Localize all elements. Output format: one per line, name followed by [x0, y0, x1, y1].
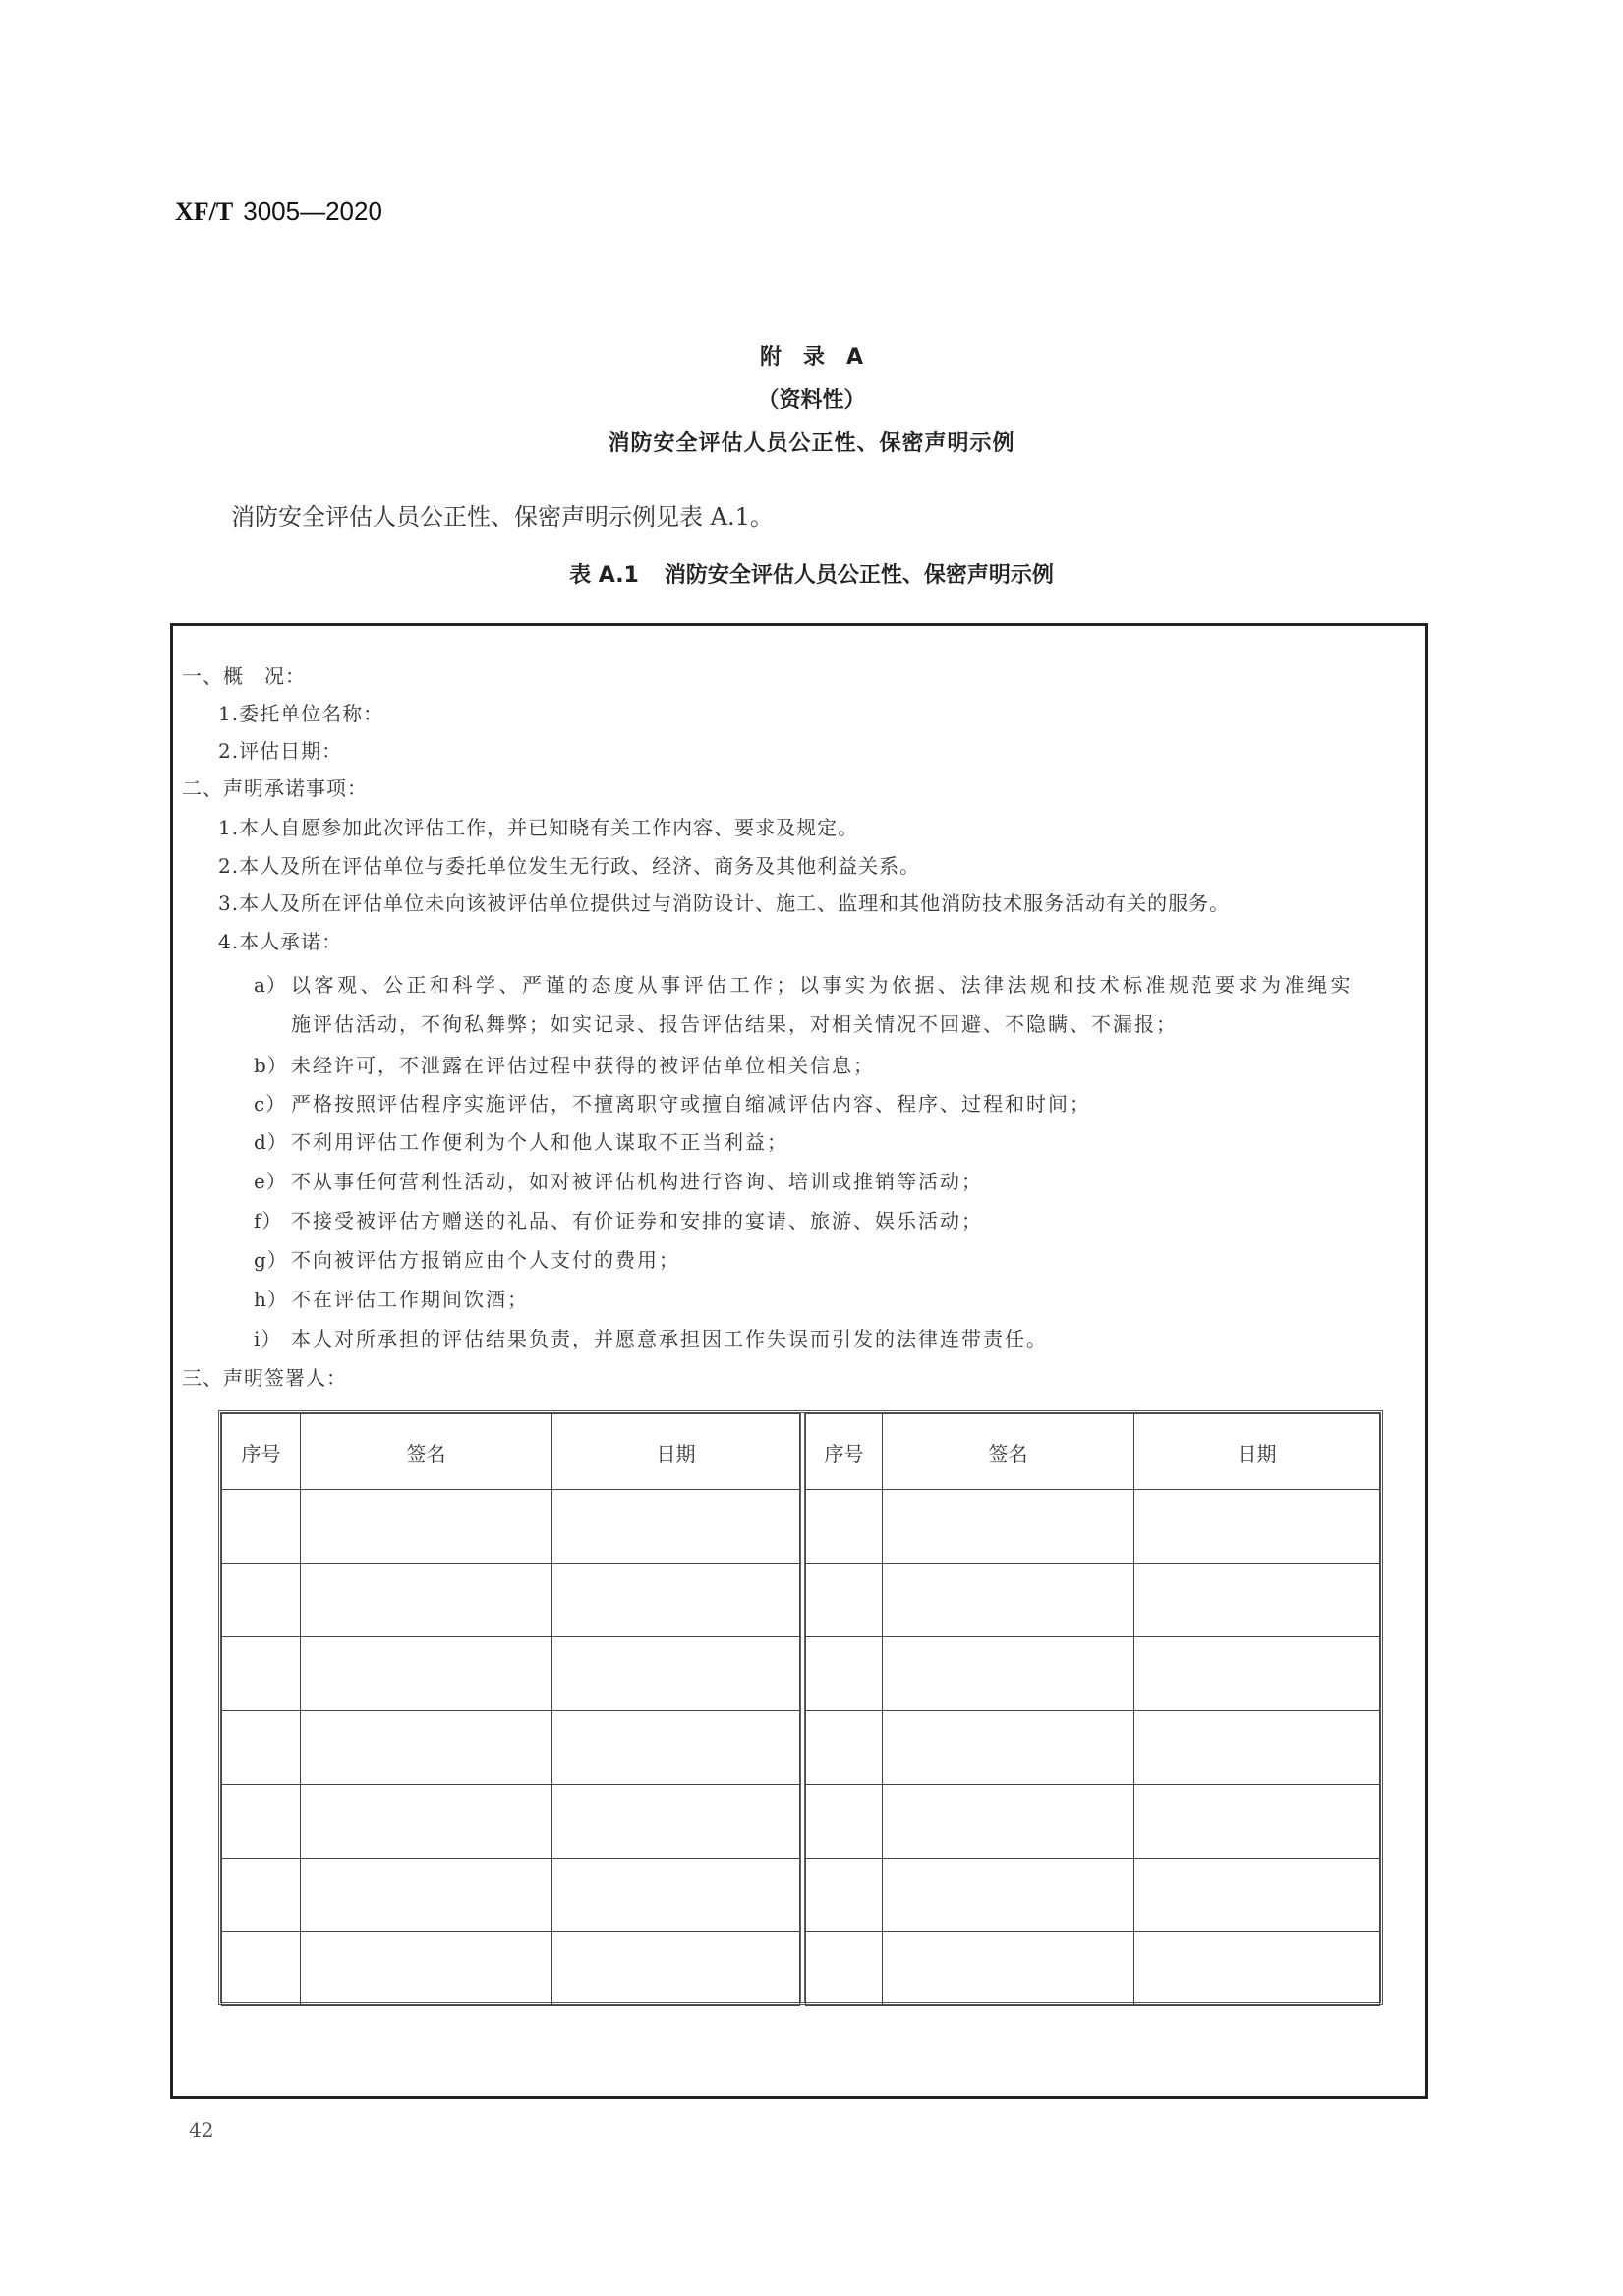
signature-cell[interactable]: [883, 1490, 1134, 1564]
appendix-nature: （资料性）: [757, 388, 866, 413]
signature-header-row: [806, 1414, 1380, 1490]
commitment-text-c: 严格按照评估程序实施评估，不擅离职守或擅自缩减评估内容、程序、过程和时间；: [291, 1092, 1091, 1116]
commitment-label-h: h）: [254, 1288, 288, 1311]
commitment-text-g: 不向被评估方报销应由个人支付的费用；: [291, 1248, 680, 1272]
signature-row: [806, 1711, 1380, 1785]
date-cell[interactable]: [1134, 1711, 1380, 1785]
date-cell[interactable]: [1134, 1564, 1380, 1637]
table-caption: [0, 558, 1623, 589]
signature-row: [806, 1564, 1380, 1637]
date-cell[interactable]: [552, 1564, 800, 1637]
signature-row: [806, 1490, 1380, 1564]
serial-cell[interactable]: [806, 1932, 883, 2006]
date-cell[interactable]: [1134, 1490, 1380, 1564]
serial-cell[interactable]: [222, 1711, 301, 1785]
section1-heading: 一、概 况：: [182, 664, 306, 688]
signature-header: 签名: [883, 1414, 1134, 1490]
signature-row: [222, 1637, 800, 1711]
commitment-label-g: g）: [254, 1248, 288, 1272]
table-caption-title: 消防安全评估人员公正性、保密声明示例: [664, 563, 1054, 588]
signature-cell[interactable]: [883, 1932, 1134, 2006]
table-caption-number: 表 A.1: [569, 563, 639, 588]
commitment-label-d: d）: [254, 1130, 288, 1154]
signature-cell[interactable]: [301, 1785, 552, 1859]
signature-cell[interactable]: [301, 1637, 552, 1711]
date-header: 日期: [552, 1414, 800, 1490]
standard-code: [175, 197, 382, 227]
date-cell[interactable]: [552, 1711, 800, 1785]
serial-cell[interactable]: [222, 1785, 301, 1859]
page-number: 42: [189, 2118, 214, 2142]
signature-row: [806, 1932, 1380, 2006]
commitment-label-f: f）: [254, 1209, 283, 1233]
serial-cell[interactable]: [806, 1785, 883, 1859]
signature-cell[interactable]: [883, 1711, 1134, 1785]
assessment-date-field: 2.评估日期：: [218, 739, 343, 763]
date-cell[interactable]: [552, 1490, 800, 1564]
appendix-subject: 消防安全评估人员公正性、保密声明示例: [608, 431, 1015, 456]
signature-cell[interactable]: [883, 1564, 1134, 1637]
commitment-label-a: a）: [254, 973, 287, 997]
signature-row: [222, 1859, 800, 1932]
signature-row: [222, 1564, 800, 1637]
commitment-text-h: 不在评估工作期间饮酒；: [291, 1288, 529, 1311]
commitment-text-a: 以客观、公正和科学、严谨的态度从事评估工作；以事实为依据、法律法规和技术标准规范要求为准绳实: [291, 973, 1354, 997]
serial-cell[interactable]: [806, 1637, 883, 1711]
commitment-text-a-continuation: 施评估活动，不徇私舞弊；如实记录、报告评估结果，对相关情况不回避、不隐瞒、不漏报；: [291, 1012, 1178, 1036]
date-cell[interactable]: [1134, 1932, 1380, 2006]
signature-header: 签名: [301, 1414, 552, 1490]
intro-paragraph: 消防安全评估人员公正性、保密声明示例见表 A.1。: [231, 503, 774, 531]
standard-prefix: XF/T: [175, 198, 234, 226]
serial-cell[interactable]: [806, 1490, 883, 1564]
date-cell[interactable]: [1134, 1637, 1380, 1711]
signature-cell[interactable]: [301, 1490, 552, 1564]
declaration-item-1: 1.本人自愿参加此次评估工作，并已知晓有关工作内容、要求及规定。: [218, 816, 859, 839]
declaration-item-3: 3.本人及所在评估单位未向该被评估单位提供过与消防设计、施工、监理和其他消防技术服务活动有关的服务。: [218, 891, 1231, 915]
serial-cell[interactable]: [222, 1637, 301, 1711]
signature-table-left: [221, 1413, 800, 2002]
commitment-label-b: b）: [254, 1054, 288, 1077]
date-cell[interactable]: [1134, 1785, 1380, 1859]
client-name-field: 1.委托单位名称：: [218, 702, 384, 725]
signature-cell[interactable]: [883, 1637, 1134, 1711]
serial-cell[interactable]: [806, 1859, 883, 1932]
appendix-title: 附录A: [759, 345, 886, 370]
serial-header: 序号: [806, 1414, 883, 1490]
serial-header: 序号: [222, 1414, 301, 1490]
date-cell[interactable]: [552, 1637, 800, 1711]
signature-cell[interactable]: [883, 1859, 1134, 1932]
serial-cell[interactable]: [222, 1564, 301, 1637]
signature-header-row: [222, 1414, 800, 1490]
standard-number: 3005—2020: [243, 197, 382, 226]
signature-row: [222, 1785, 800, 1859]
date-cell[interactable]: [552, 1859, 800, 1932]
signature-row: [222, 1711, 800, 1785]
signature-row: [806, 1859, 1380, 1932]
commitment-text-f: 不接受被评估方赠送的礼品、有价证券和安排的宴请、旅游、娱乐活动；: [291, 1209, 983, 1233]
signature-cell[interactable]: [301, 1932, 552, 2006]
signature-table-right: [805, 1413, 1380, 2002]
signature-table: [218, 1410, 1383, 2005]
declaration-item-2: 2.本人及所在评估单位与委托单位发生无行政、经济、商务及其他利益关系。: [218, 854, 921, 878]
serial-cell[interactable]: [222, 1932, 301, 2006]
signature-cell[interactable]: [301, 1859, 552, 1932]
serial-cell[interactable]: [806, 1711, 883, 1785]
signature-cell[interactable]: [301, 1711, 552, 1785]
signature-row: [222, 1490, 800, 1564]
date-cell[interactable]: [552, 1932, 800, 2006]
signature-row: [222, 1932, 800, 2006]
serial-cell[interactable]: [222, 1490, 301, 1564]
signature-row: [806, 1637, 1380, 1711]
serial-cell[interactable]: [806, 1564, 883, 1637]
declaration-item-4: 4.本人承诺：: [218, 930, 343, 953]
date-cell[interactable]: [1134, 1859, 1380, 1932]
date-cell[interactable]: [552, 1785, 800, 1859]
signature-cell[interactable]: [883, 1785, 1134, 1859]
signature-cell[interactable]: [301, 1564, 552, 1637]
section2-heading: 二、声明承诺事项：: [182, 776, 368, 800]
commitment-text-i: 本人对所承担的评估结果负责，并愿意承担因工作失误而引发的法律连带责任。: [291, 1327, 1048, 1350]
commitment-text-d: 不利用评估工作便利为个人和他人谋取不正当利益；: [291, 1130, 788, 1154]
commitment-label-e: e）: [254, 1170, 287, 1193]
date-header: 日期: [1134, 1414, 1380, 1490]
commitment-label-i: i）: [254, 1327, 282, 1350]
commitment-text-b: 未经许可，不泄露在评估过程中获得的被评估单位相关信息；: [291, 1054, 875, 1077]
serial-cell[interactable]: [222, 1859, 301, 1932]
commitment-label-c: c）: [254, 1092, 287, 1116]
section3-heading: 三、声明签署人：: [182, 1366, 347, 1390]
signature-row: [806, 1785, 1380, 1859]
commitment-text-e: 不从事任何营利性活动，如对被评估机构进行咨询、培训或推销等活动；: [291, 1170, 983, 1193]
